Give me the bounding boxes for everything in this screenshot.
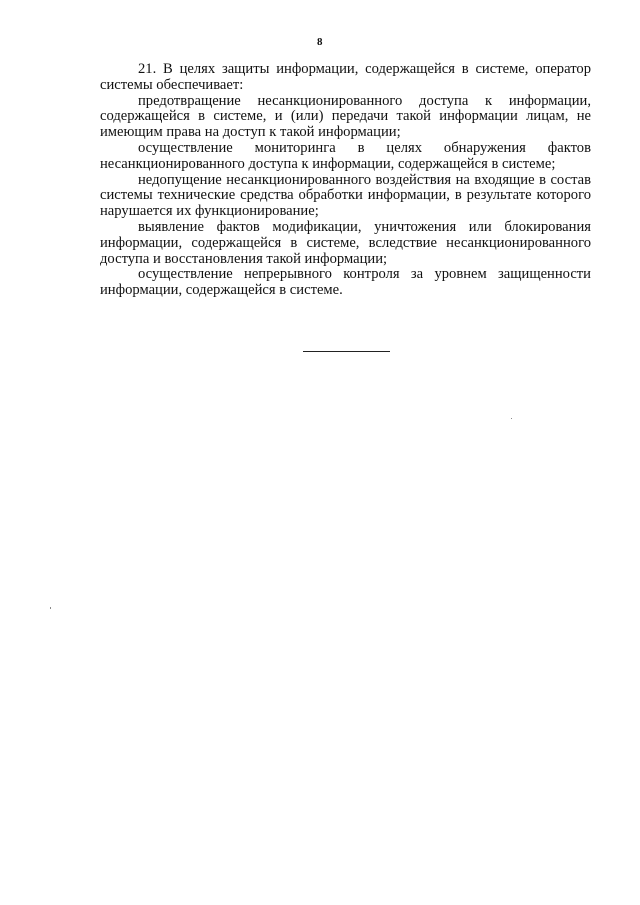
end-separator-line bbox=[303, 351, 390, 352]
scan-speck bbox=[511, 418, 512, 419]
paragraph-prevent-unauthorized-access: предотвращение несанкционированного доступа к информации, содержащейся в системе, и (или) передачи такой информации лицам, не имеющим права на доступ к такой информации; bbox=[100, 92, 591, 141]
scan-speck bbox=[50, 607, 51, 609]
paragraph-monitoring: осуществление мониторинга в целях обнаружения фактов несанкционированного доступа к информации, содержащейся в системе; bbox=[100, 139, 591, 172]
paragraph-continuous-control: осуществление непрерывного контроля за уровнем защищенности информации, содержащейся в системе. bbox=[100, 266, 591, 299]
paragraph-detect-modification: выявление фактов модификации, уничтожения или блокирования информации, содержащейся в системе, вследствие несанкционированного доступа и восстановления такой информации; bbox=[100, 218, 591, 267]
paragraph-clause-21: 21. В целях защиты информации, содержащейся в системе, оператор системы обеспечивает: bbox=[100, 61, 591, 93]
page-number: 8 bbox=[317, 36, 323, 48]
paragraph-prevent-unauthorized-impact: недопущение несанкционированного воздействия на входящие в состав системы технические средства обработки информации, в результате которого нарушается их функционирование; bbox=[100, 171, 591, 220]
document-body bbox=[100, 62, 591, 299]
